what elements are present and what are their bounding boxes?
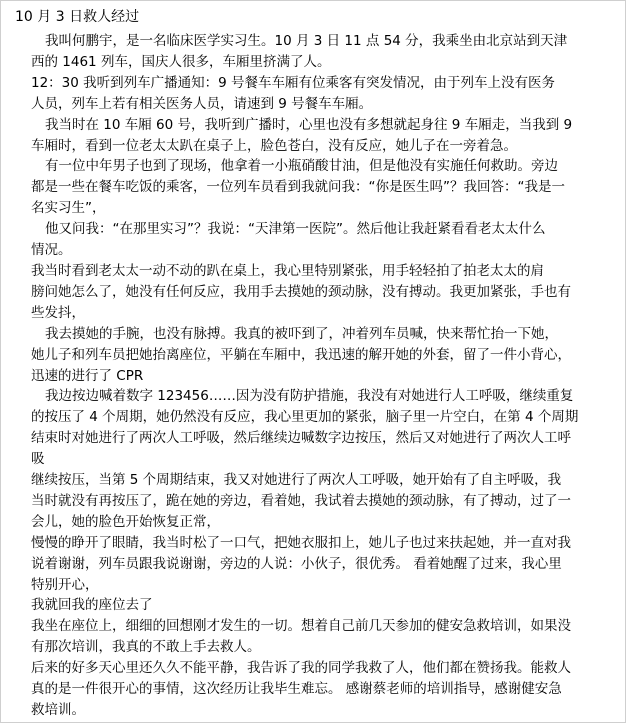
text-line: 人员，列车上若有相关医务人员，请速到 9 号餐车车厢。 [31, 96, 373, 112]
text-line: 吸 [31, 451, 45, 467]
text-line: 后来的好多天心里还久久不能平静，我告诉了我的同学我救了人，他们都在赞扬我。能救人 [31, 660, 571, 676]
text-line: 我就回我的座位去了 [31, 597, 153, 613]
text-line: 我叫何鹏宇，是一名临床医学实习生。10 月 3 日 11 点 54 分，我乘坐由北京站到天津 [45, 33, 568, 49]
text-line: 真的是一件很开心的事情，这次经历让我毕生难忘。 感谢蔡老师的培训指导，感谢健安急 [31, 681, 562, 697]
text-line: 膀问她怎么了，她没有任何反应，我用手去摸她的颈动脉，没有搏动。我更加紧张，手也有 [31, 284, 571, 300]
text-line: 有一位中年男子也到了现场，他拿着一小瓶硝酸甘油，但是他没有实施任何救助。旁边 [45, 158, 558, 174]
text-line: 名实习生”， [31, 200, 106, 216]
text-line: 我当时看到老太太一动不动的趴在桌上，我心里特别紧张，用手轻轻拍了拍老太太的肩 [31, 263, 544, 279]
text-line: 我边按边喊着数字 123456……因为没有防护措施，我没有对她进行人工呼吸，继续重复 [45, 388, 574, 404]
text-line: 的按压了 4 个周期，她仍然没有反应，我心里更加的紧张，脑子里一片空白，在第 4 个周期 [31, 409, 579, 425]
text-line: 结束时对她进行了两次人工呼吸，然后继续边喊数字边按压，然后又对她进行了两次人工呼 [31, 430, 571, 446]
text-line: 她儿子和列车员把她抬离座位，平躺在车厢中，我迅速的解开她的外套，留了一件小背心， [31, 347, 571, 363]
text-line: 我当时在 10 车厢 60 号，我听到广播时，心里也没有多想就起身往 9 车厢走，当我到 9 [45, 117, 573, 133]
text-line: 些发抖， [31, 305, 85, 321]
text-line: 救培训。 [31, 702, 85, 718]
text-line: 特别开心， [31, 577, 99, 593]
text-line: 迅速的进行了 CPR [31, 368, 144, 384]
text-line: 我坐在座位上，细细的回想刚才发生的一切。想着自己前几天参加的健安急救培训，如果没 [31, 618, 571, 634]
text-line: 继续按压，当第 5 个周期结束，我又对她进行了两次人工呼吸，她开始有了自主呼吸，我 [31, 472, 562, 488]
text-line: 会儿，她的脸色开始恢复正常， [31, 514, 220, 530]
document-title: 10 月 3 日救人经过 [15, 9, 140, 25]
text-line: 车厢时，看到一位老太太趴在桌子上，脸色苍白，没有反应，她儿子在一旁着急。 [31, 138, 517, 154]
text-line: 当时就没有再按压了，跪在她的旁边，看着她，我试着去摸她的颈动脉，有了搏动，过了一 [31, 493, 571, 509]
text-line: 慢慢的睁开了眼睛，我当时松了一口气，把她衣服扣上，她儿子也过来扶起她，并一直对我 [31, 535, 571, 551]
text-line: 说着谢谢，列车员跟我说谢谢，旁边的人说：小伙子，很优秀。 看着她醒了过来，我心里 [31, 556, 562, 572]
text-line: 他又问我：“在那里实习”？我说：“天津第一医院”。然后他让我赶紧看看老太太什么 [45, 221, 546, 237]
text-line: 西的 1461 列车，国庆人很多，车厢里挤满了人。 [31, 54, 331, 70]
text-line: 情况。 [31, 242, 72, 258]
text-line: 有那次培训，我真的不敢上手去救人。 [31, 639, 261, 655]
text-line: 我去摸她的手腕，也没有脉搏。我真的被吓到了，冲着列车员喊，快来帮忙抬一下她， [45, 326, 558, 342]
text-line: 12：30 我听到列车广播通知：9 号餐车车厢有位乘客有突发情况，由于列车上没有医务 [31, 75, 556, 91]
text-line: 都是一些在餐车吃饭的乘客，一位列车员看到我就问我：“你是医生吗”？我回答：“我是一 [31, 179, 565, 195]
